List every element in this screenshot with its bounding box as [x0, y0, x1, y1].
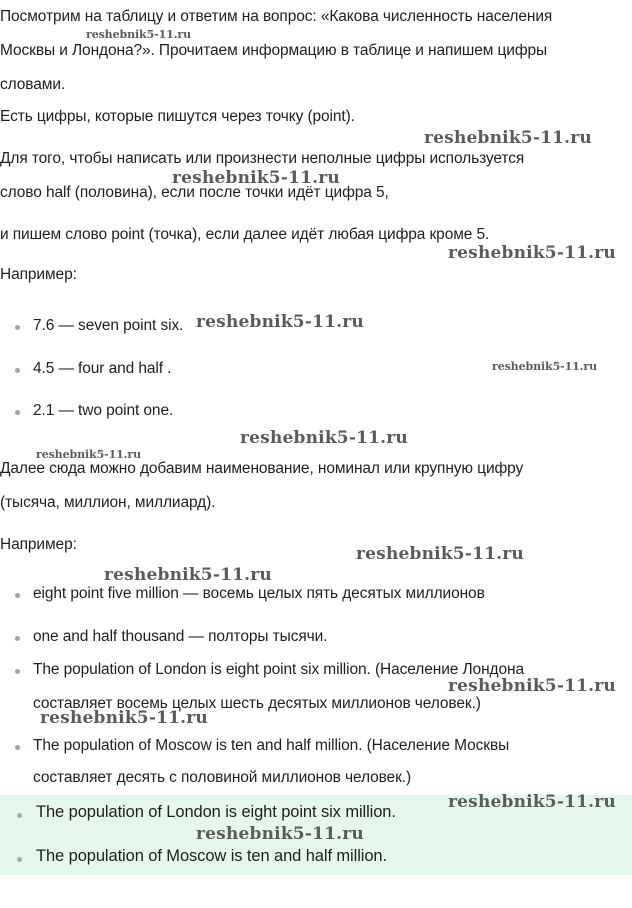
rule-line-2: Для того, чтобы написать или произнести неполные цифры используется — [0, 150, 525, 167]
bullet-icon — [15, 410, 20, 415]
example-label-1: Например: — [0, 266, 77, 283]
intro-line-2: Москвы и Лондона?». Прочитаем информацию в таблице и напишем цифры — [0, 42, 548, 59]
bullet-icon — [15, 325, 20, 330]
list-item-continuation: составляет восемь целых шесть десятых миллионов человек.) — [33, 695, 481, 712]
watermark: reshebnik5-11.ru — [448, 792, 616, 812]
watermark: reshebnik5-11.ru — [86, 28, 192, 41]
answer-item: The population of Moscow is ten and half million. — [36, 847, 387, 865]
bullet-icon — [17, 813, 22, 818]
watermark: reshebnik5-11.ru — [240, 428, 408, 448]
watermark: reshebnik5-11.ru — [40, 708, 208, 728]
watermark: reshebnik5-11.ru — [36, 448, 142, 461]
list-item: 7.6 — seven point six. — [33, 317, 184, 334]
bullet-icon — [15, 745, 20, 750]
watermark: reshebnik5-11.ru — [492, 360, 598, 373]
further-line-1: Далее сюда можно добавим наименование, номинал или крупную цифру — [0, 460, 524, 477]
watermark: reshebnik5-11.ru — [424, 128, 592, 148]
watermark: reshebnik5-11.ru — [196, 312, 364, 332]
intro-line-3: словами. — [0, 76, 66, 93]
answer-item: The population of London is eight point six million. — [36, 803, 396, 821]
bullet-icon — [15, 669, 20, 674]
rule-line-3: слово half (половина), если после точки идёт цифра 5, — [0, 184, 389, 201]
list-item: 2.1 — two point one. — [33, 402, 174, 419]
list-item: The population of London is eight point six million. (Население Лондона — [33, 661, 524, 678]
watermark: reshebnik5-11.ru — [448, 676, 616, 696]
list-item: one and half thousand — полторы тысячи. — [33, 628, 328, 645]
bullet-icon — [17, 857, 22, 862]
rule-line-1: Есть цифры, которые пишутся через точку (point). — [0, 108, 355, 125]
list-item-continuation: составляет десять с половиной миллионов человек.) — [33, 769, 412, 786]
list-item: The population of Moscow is ten and half million. (Население Москвы — [33, 737, 510, 754]
watermark: reshebnik5-11.ru — [356, 544, 524, 564]
list-item: eight point five million — восемь целых пять десятых миллионов — [33, 585, 485, 602]
watermark: reshebnik5-11.ru — [104, 565, 272, 585]
rule-line-4: и пишем слово point (точка), если далее идёт любая цифра кроме 5. — [0, 226, 490, 243]
example-label-2: Например: — [0, 536, 77, 553]
bullet-icon — [15, 368, 20, 373]
watermark: reshebnik5-11.ru — [172, 168, 340, 188]
watermark: reshebnik5-11.ru — [196, 824, 364, 844]
watermark: reshebnik5-11.ru — [448, 243, 616, 263]
list-item: 4.5 — four and half . — [33, 360, 172, 377]
intro-line-1: Посмотрим на таблицу и ответим на вопрос: «Какова численность населения — [0, 8, 553, 25]
bullet-icon — [15, 636, 20, 641]
further-line-2: (тысяча, миллион, миллиард). — [0, 494, 216, 511]
bullet-icon — [15, 593, 20, 598]
